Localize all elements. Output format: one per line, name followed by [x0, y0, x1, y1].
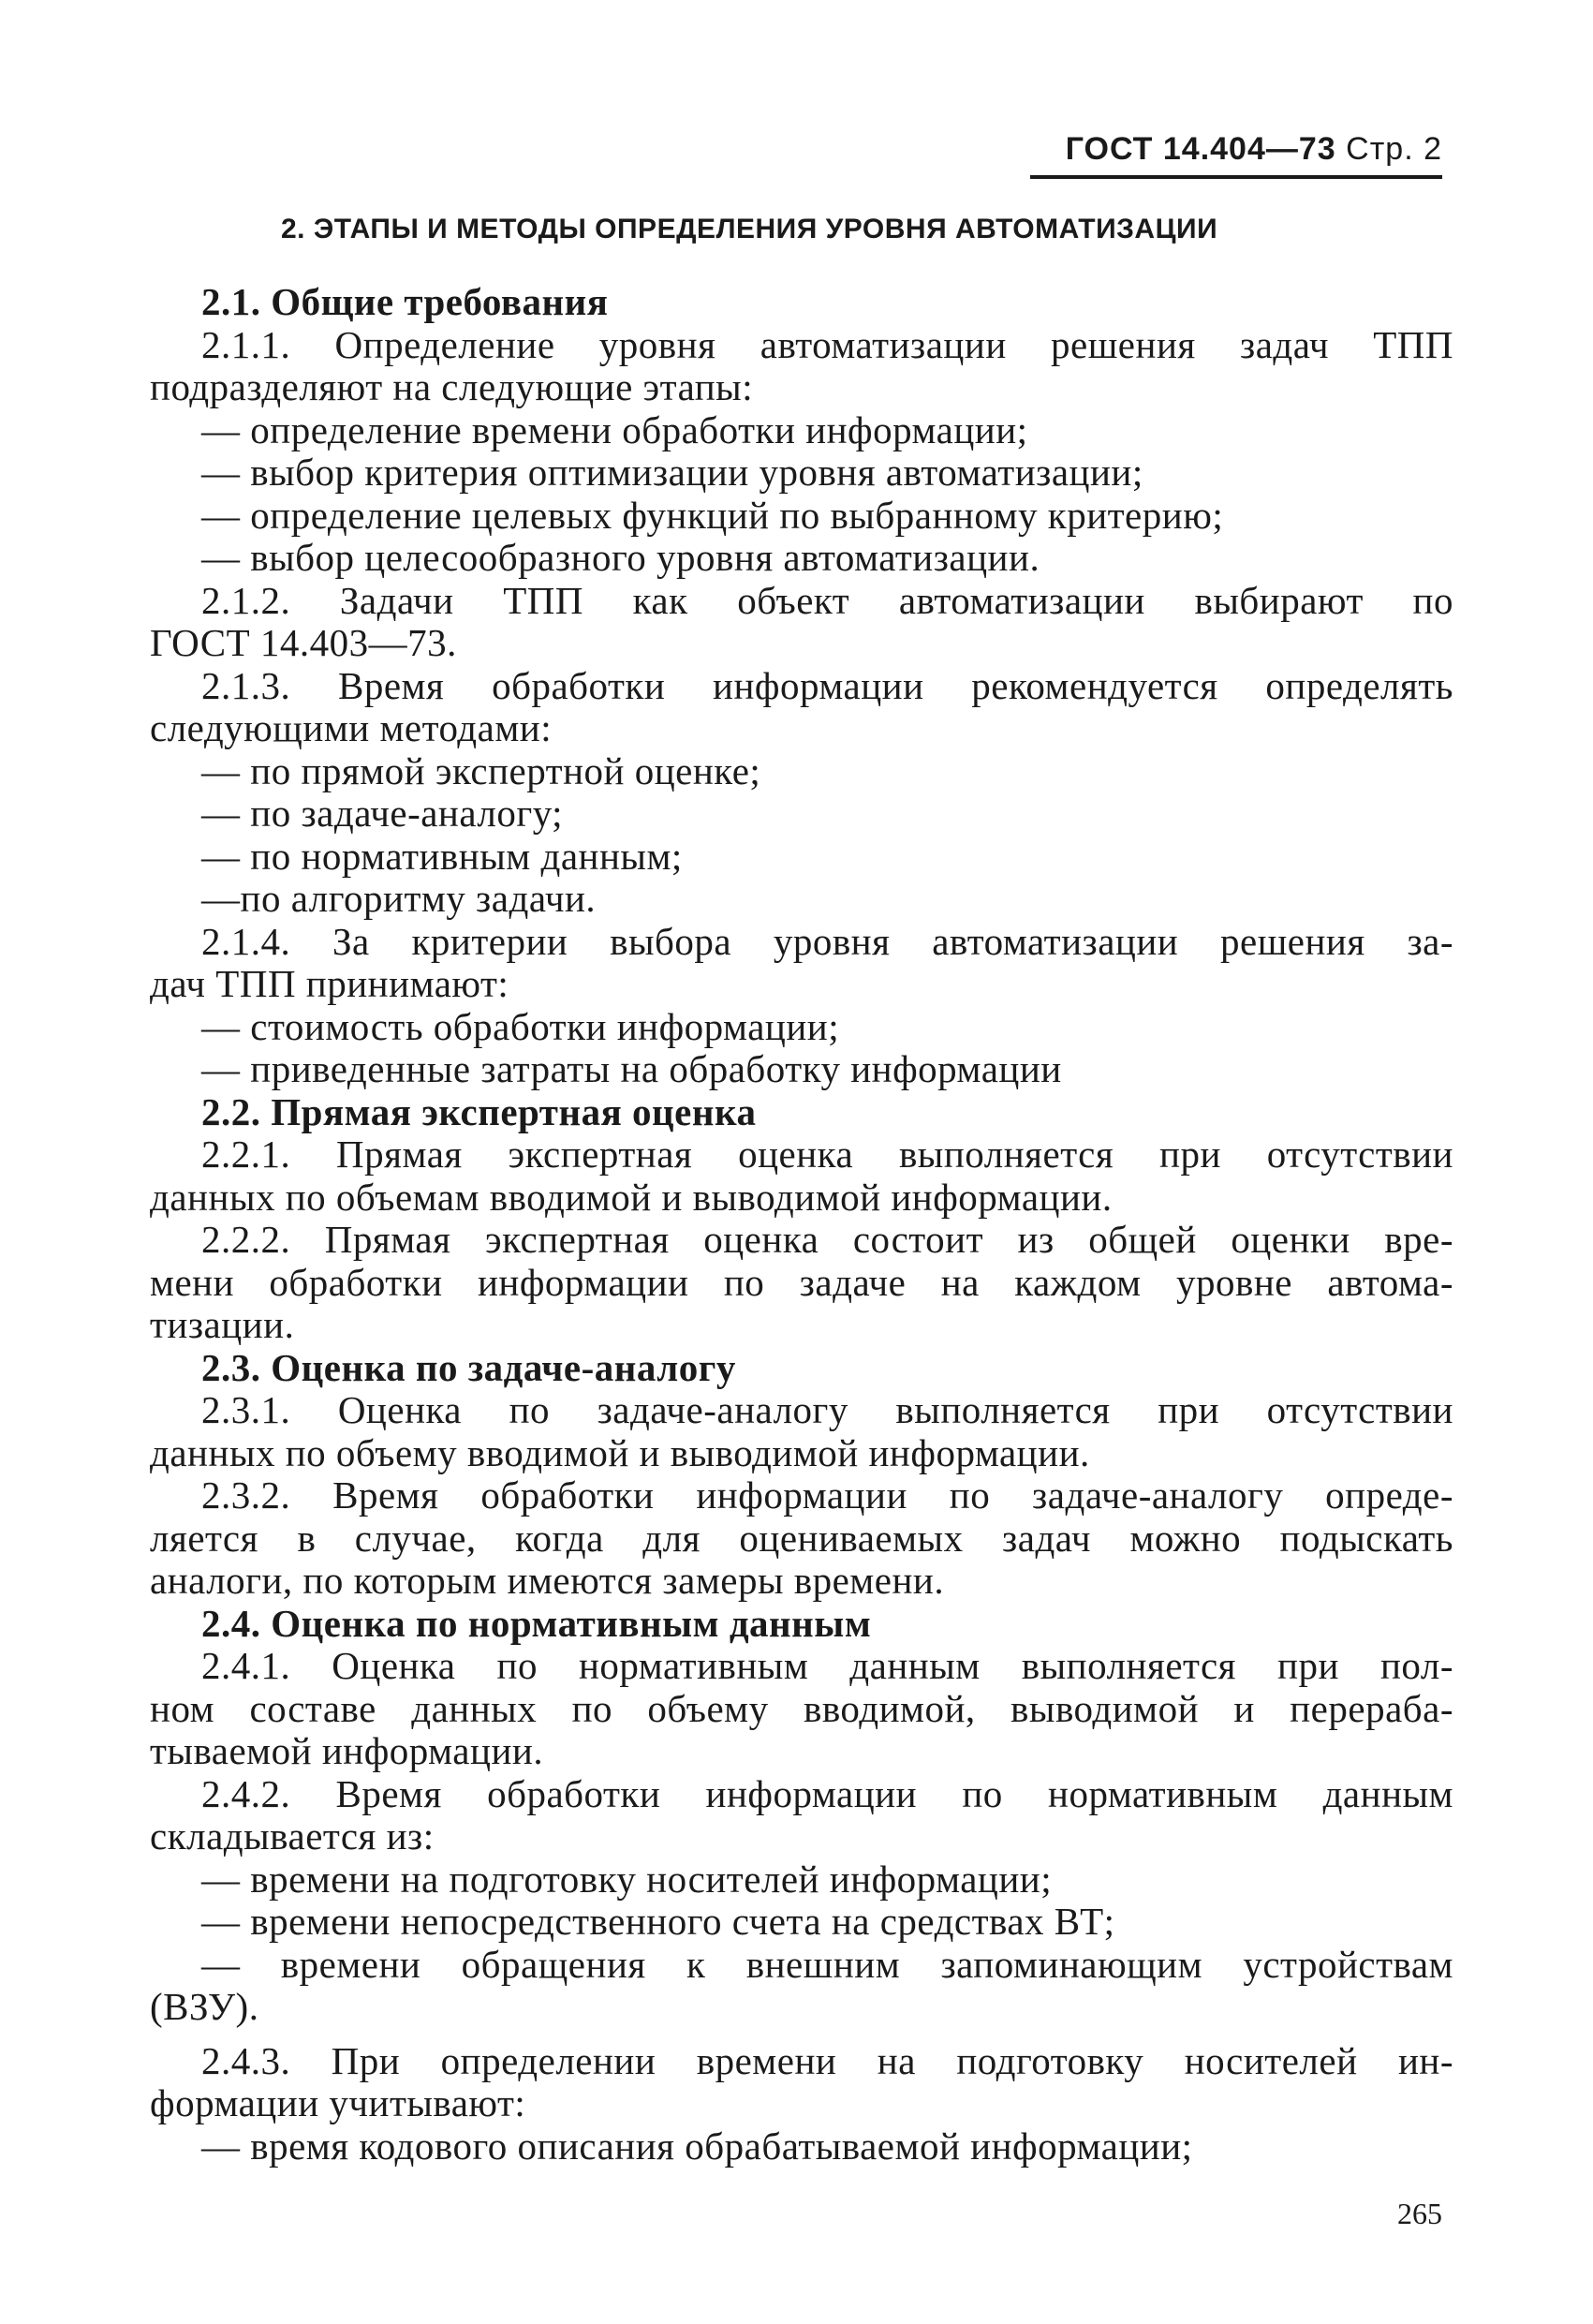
heading-2-4: 2.4. Оценка по нормативным данным	[201, 1601, 872, 1645]
list-item: — по задаче-аналогу;	[201, 792, 564, 835]
heading-2-3: 2.3. Оценка по задаче-аналогу	[201, 1345, 736, 1389]
paragraph-line: дач ТПП принимают:	[150, 962, 509, 1005]
page-label: Стр. 2	[1346, 131, 1442, 167]
heading-2-2: 2.2. Прямая экспертная оценка	[201, 1089, 757, 1133]
paragraph-line: 2.3.2. Время обработки информации по задаче-аналогу опреде-	[201, 1473, 1453, 1517]
paragraph-line: 2.4.3. При определении времени на подготовку носителей ин-	[201, 2038, 1453, 2082]
paragraph-line: 2.3.1. Оценка по задаче-аналогу выполняется при отсутствии	[201, 1388, 1453, 1431]
paragraph-line: подразделяют на следующие этапы:	[150, 365, 754, 408]
list-item: — выбор критерия оптимизации уровня автоматизации;	[201, 451, 1143, 494]
paragraph-line: данных по объему вводимой и выводимой информации.	[150, 1430, 1090, 1474]
list-item: — времени непосредственного счета на средствах ВТ;	[201, 1900, 1115, 1943]
list-item: — определение времени обработки информации;	[201, 407, 1028, 451]
paragraph-line: тизации.	[150, 1303, 295, 1346]
list-item: — по прямой экспертной оценке;	[201, 748, 761, 792]
paragraph-line: ляется в случае, когда для оцениваемых задач можно подыскать	[150, 1516, 1453, 1560]
list-item: — определение целевых функций по выбранному критерию;	[201, 493, 1224, 537]
paragraph-line: 2.4.2. Время обработки информации по нормативным данным	[201, 1771, 1453, 1815]
paragraph-line: 2.1.1. Определение уровня автоматизации решения задач ТПП	[201, 322, 1453, 366]
paragraph-line: 2.1.4. За критерии выбора уровня автоматизации решения за-	[201, 919, 1453, 963]
list-item: — время кодового описания обрабатываемой информации;	[201, 2124, 1193, 2168]
paragraph-line: тываемой информации.	[150, 1729, 544, 1772]
paragraph-line: ГОСТ 14.403—73.	[150, 621, 457, 664]
list-item: — по нормативным данным;	[201, 834, 683, 878]
list-item: — приведенные затраты на обработку информации	[201, 1047, 1062, 1090]
paragraph-line: формации учитывают:	[150, 2081, 526, 2124]
paragraph-line: мени обработки информации по задаче на каждом уровне автома-	[150, 1260, 1453, 1304]
paragraph-line: складывается из:	[150, 1814, 435, 1858]
section-title: 2. ЭТАПЫ И МЕТОДЫ ОПРЕДЕЛЕНИЯ УРОВНЯ АВТОМАТИЗАЦИИ	[281, 214, 1218, 244]
paragraph-line: ном составе данных по объему вводимой, выводимой и перераба-	[150, 1686, 1453, 1730]
paragraph-line: 2.2.2. Прямая экспертная оценка состоит из общей оценки вре-	[201, 1218, 1453, 1261]
paragraph-line: (ВЗУ).	[150, 1985, 259, 2028]
paragraph-line: 2.1.3. Время обработки информации рекомендуется определять	[201, 663, 1453, 707]
heading-2-1: 2.1. Общие требования	[201, 280, 609, 323]
list-item: — стоимость обработки информации;	[201, 1004, 840, 1048]
list-item: —по алгоритму задачи.	[201, 877, 597, 920]
paragraph-line: 2.2.1. Прямая экспертная оценка выполняется при отсутствии	[201, 1132, 1453, 1176]
paragraph-line: следующими методами:	[150, 706, 553, 749]
page-header	[1030, 131, 1442, 179]
paragraph-line: данных по объемам вводимой и выводимой информации.	[150, 1175, 1113, 1219]
paragraph-line: 2.4.1. Оценка по нормативным данным выполняется при пол-	[201, 1644, 1453, 1687]
spacer	[150, 2029, 1453, 2040]
list-item: — выбор целесообразного уровня автоматизации.	[201, 536, 1040, 579]
list-item: — времени обращения к внешним запоминающим устройствам	[201, 1942, 1453, 1986]
page-number: 265	[1397, 2197, 1442, 2230]
document-body	[150, 281, 1453, 2168]
paragraph-line: 2.1.2. Задачи ТПП как объект автоматизации выбирают по	[201, 578, 1453, 622]
gost-number: ГОСТ 14.404—73	[1065, 131, 1336, 167]
list-item: — времени на подготовку носителей информации;	[201, 1857, 1053, 1901]
paragraph-line: аналоги, по которым имеются замеры времени.	[150, 1559, 945, 1602]
